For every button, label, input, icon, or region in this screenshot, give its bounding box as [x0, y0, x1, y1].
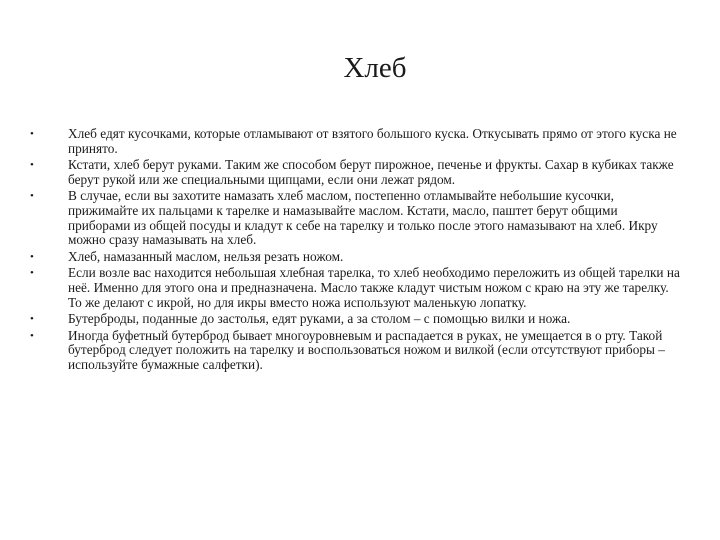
bullet-text: Иногда буфетный бутерброд бывает многоуровневым и распадается в руках, не умещается в о рту. Такой бутерброд следует положить на тарелку и воспользоваться ножом и вилкой (если отсутствуют приборы – используйте бумажные салфетки). — [68, 327, 665, 372]
bullet-item — [30, 127, 682, 156]
bullet-item — [30, 158, 682, 187]
bullet-text: Если возле вас находится небольшая хлебная тарелка, то хлеб необходимо переложить из общей тарелки на неё. Именно для этого она и предназначена. Масло также кладут чистым ножом с краю на эту же тарелку. То же делают с икрой, но для икры вместо ножа используют маленькую лопатку. — [68, 265, 680, 310]
bullet-list — [30, 127, 682, 373]
bullet-item — [30, 250, 682, 265]
bullet-icon: • — [30, 128, 34, 140]
bullet-text: В случае, если вы захотите намазать хлеб маслом, постепенно отламывайте небольшие кусочки, прижимайте их пальцами к тарелке и намазывайте маслом. Кстати, масло, паштет берут общими приборами из общей посуды и кладут к себе на тарелку и только после этого намазывают на хлеб. Икру можно сразу намазывать на хлеб. — [68, 188, 658, 248]
bullet-text: Кстати, хлеб берут руками. Таким же способом берут пирожное, печенье и фрукты. Сахар в кубиках также берут рукой или же специальными щипцами, если они лежат рядом. — [68, 157, 674, 187]
bullet-icon: • — [30, 329, 34, 342]
bullet-icon: • — [30, 159, 34, 172]
bullet-item — [30, 312, 682, 327]
bullet-text: Хлеб едят кусочками, которые отламывают от взятого большого куска. Откусывать прямо от этого куска не принято. — [68, 126, 677, 156]
slide-content — [30, 127, 682, 375]
bullet-icon: • — [30, 267, 34, 280]
bullet-item — [30, 266, 682, 310]
bullet-icon: • — [30, 190, 34, 203]
bullet-item — [30, 189, 682, 247]
bullet-item — [30, 329, 682, 373]
slide-title: Хлеб — [343, 52, 407, 84]
bullet-icon: • — [30, 250, 34, 263]
bullet-text: Хлеб, намазанный маслом, нельзя резать ножом. — [68, 248, 344, 264]
bullet-icon: • — [30, 313, 34, 326]
bullet-text: Бутерброды, поданные до застолья, едят руками, а за столом – с помощью вилки и ножа. — [68, 311, 571, 327]
